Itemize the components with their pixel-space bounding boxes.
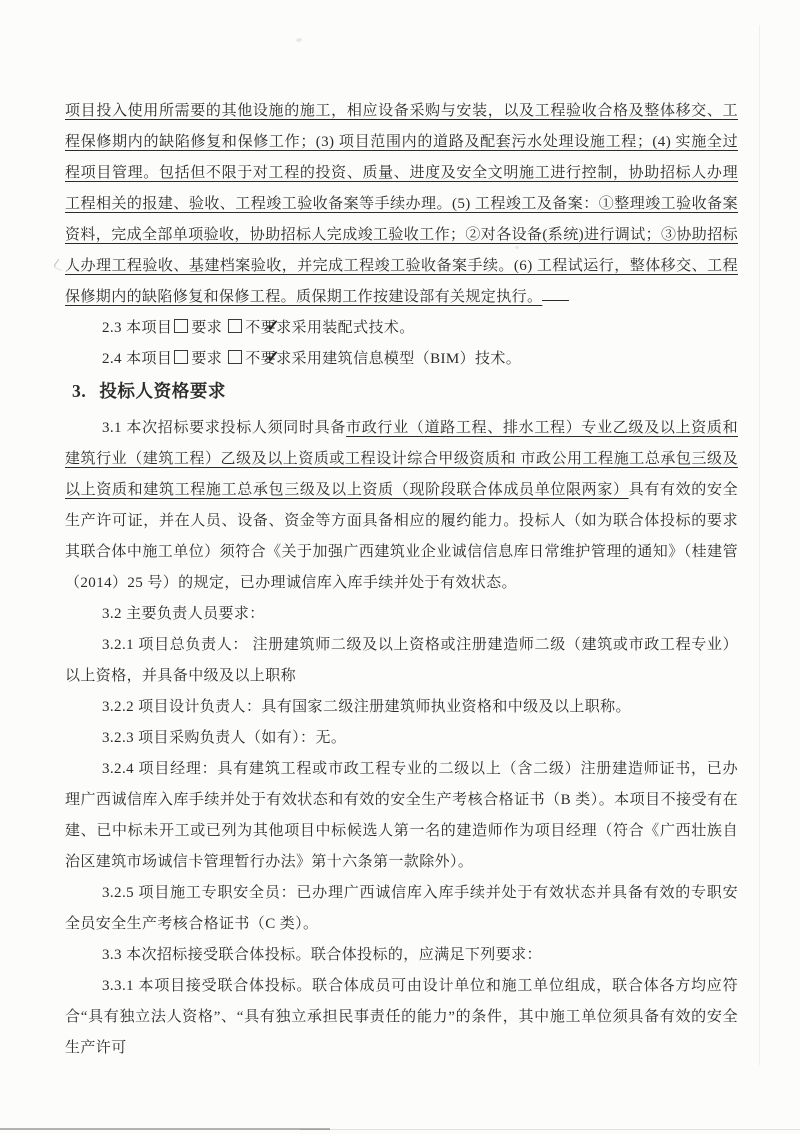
text-run: 3.2.2 项目设计负责人：具有国家二级注册建筑师执业资格和中级及以上职称。 <box>102 699 631 715</box>
scan-edge-bottom-faint <box>300 1129 800 1130</box>
clause-3-2-4 <box>65 754 738 878</box>
clause-3-2-5 <box>65 878 738 940</box>
clause-3-2-3 <box>65 723 738 754</box>
checkbox-checked-icon <box>228 350 242 364</box>
clause-3-2-1 <box>65 630 738 692</box>
text-run: 不要求采用装配式技术。 <box>245 320 415 336</box>
text-run: 3.2.1 项目总负责人： 注册建筑师二级及以上资格或注册建造师二级（建筑或市政工程专业）以上资格，并具备中级及以上职称 <box>65 637 738 684</box>
clause-2-4 <box>65 344 738 375</box>
checkbox-unchecked-icon <box>174 350 188 364</box>
clause-3-3-1 <box>65 971 738 1064</box>
page-body-text <box>65 96 738 1064</box>
text-run: 投标人资格要求 <box>99 381 227 401</box>
text-run: 项目投入使用所需要的其他设施的施工，相应设备采购与安装，以及工程验收合格及整体移交、工程保修期内的缺陷修复和保修工作；(3) 项目范围内的道路及配套污水处理设施工程；(4) 实施全过程项目管理。包括但不限于对工程的投资、质量、进度及安全文明施工进行控制，协助招标人办理工程相关的报建、验收、工程竣工验收备案等手续办理。(5) 工程竣工及备案：①整理竣工验收备案资料，完成全部单项验收，协助招标人完成竣工验收工作；②对各设备(系统)进行调试；③协助招标人办理工程验收、基建档案验收，并完成工程竣工验收备案手续。(6) 工程试运行，整体移交、工程保修期内的缺陷修复和保修工程。质保期工作按建设部有关规定执行。 <box>65 103 738 305</box>
checkbox-unchecked-icon <box>174 319 188 333</box>
text-run: 3.1 本次招标要求投标人须同时具备 <box>102 420 347 436</box>
text-run: 3.2.5 项目施工专职安全员：已办理广西诚信库入库手续并处于有效状态并具备有效的专职安全员安全生产考核合格证书（C 类）。 <box>65 885 738 932</box>
clause-3-3 <box>65 940 738 971</box>
text-run: 3.3 本次招标接受联合体投标。联合体投标的，应满足下列要求： <box>102 947 542 963</box>
text-run: 3.2.3 项目采购负责人（如有）：无。 <box>102 730 347 746</box>
clause-3-2-2 <box>65 692 738 723</box>
text-run: 3.2 主要负责人员要求： <box>102 606 265 622</box>
checkbox-checked-icon <box>228 319 242 333</box>
scan-edge-bottom <box>0 1128 330 1130</box>
text-run: 要求 <box>191 320 227 336</box>
text-run: 具有有效的安全生产许可证，并在人员、设备、资金等方面具备相应的履约能力。投标人（如为联合体投标的要求其联合体中施工单位）须符合《关于加强广西建筑业企业诚信信息库日常维护管理的通知》（桂建管（2014）25 号）的规定，已办理诚信库入库手续并处于有效状态。 <box>65 482 738 591</box>
clause-2-3 <box>65 313 738 344</box>
text-run: 2.3 本项目 <box>102 320 173 336</box>
text-run: 3.2.4 项目经理：具有建筑工程或市政工程专业的二级以上（含二级）注册建造师证书，已办理广西诚信库入库手续并处于有效状态和有效的安全生产考核合格证书（B 类）。本项目不接受有在建、已中标未开工或已列为其他项目中标候选人第一名的建造师作为项目经理（符合《广西壮族自治区建筑市场诚信卡管理暂行办法》第十六条第一款除外）。 <box>65 761 738 870</box>
scan-smudge <box>515 246 519 249</box>
clause-3-2 <box>65 599 738 630</box>
clause-3-1 <box>65 413 738 599</box>
paragraph-scope-continuation <box>65 96 738 313</box>
text-run: 要求 <box>191 351 227 367</box>
scan-edge-shadow <box>759 25 760 1065</box>
text-run: 不要求采用建筑信息模型（BIM）技术。 <box>245 351 522 367</box>
section-3-heading <box>65 376 738 407</box>
underline-tail <box>542 287 569 301</box>
text-run: 2.4 本项目 <box>102 351 173 367</box>
text-run: 3.3.1 本项目接受联合体投标。联合体成员可由设计单位和施工单位组成，联合体各方均应符合“具有独立法人资格”、“具有独立承担民事责任的能力”的条件，其中施工单位须具备有效的安全生产许可 <box>65 978 738 1056</box>
text-run: 3. <box>72 381 87 401</box>
scan-smudge <box>296 37 303 42</box>
text-run: 市政行业（道路工程、排水工程）专业乙级及以上资质和建筑行业（建筑工程）乙级及以上资质或工程设计综合甲级资质和 市政公用工程施工总承包三级及以上资质和建筑工程施工总承包三级及以上资质（现阶段联合体成员单位限两家） <box>65 420 738 498</box>
